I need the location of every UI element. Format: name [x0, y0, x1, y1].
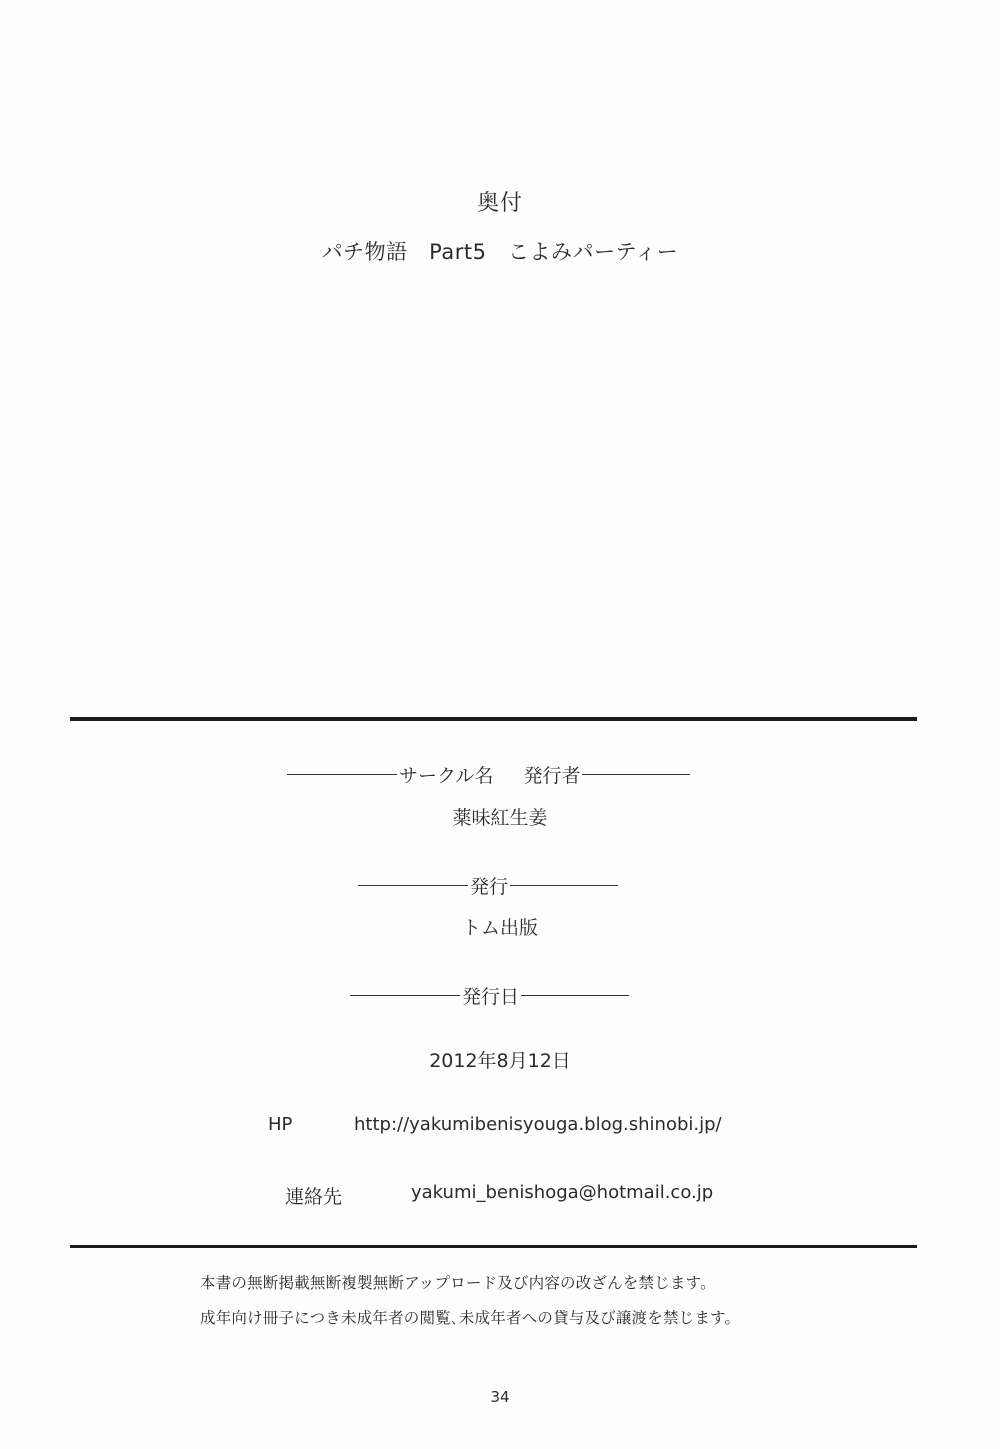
- adult-content-notice: 成年向け冊子につき未成年者の閲覧､未成年者への貸与及び譲渡を禁じます。: [200, 1309, 741, 1327]
- bottom-divider: [70, 1245, 917, 1248]
- page-number: 34: [490, 1388, 510, 1406]
- homepage-url: http://yakumibenisyouga.blog.shinobi.jp/: [354, 1114, 722, 1135]
- copyright-notice: 本書の無断掲載無断複製無断アップロード及び内容の改ざんを禁じます。: [200, 1274, 716, 1292]
- label-dash-right: [582, 774, 690, 775]
- publisher-label-row: [358, 872, 618, 899]
- label-dash-left: [358, 885, 468, 886]
- author-label: 発行者: [523, 765, 581, 787]
- colophon-heading: 奥付: [476, 191, 523, 216]
- publisher-value: トム出版: [461, 917, 538, 939]
- circle-author-label-row: [287, 761, 690, 788]
- publish-date-label-row: [350, 982, 629, 1009]
- label-dash-right: [510, 885, 618, 886]
- homepage-label: HP: [268, 1114, 293, 1135]
- circle-name-value: 薬味紅生姜: [452, 807, 548, 829]
- label-dash-left: [350, 995, 460, 996]
- top-divider: [70, 717, 917, 721]
- contact-label: 連絡先: [285, 1186, 343, 1208]
- circle-name-label: サークル名: [399, 765, 494, 787]
- label-dash-right: [521, 995, 629, 996]
- publisher-label: 発行: [470, 876, 509, 898]
- book-title: パチ物語 Part5 こよみパーティー: [321, 240, 679, 264]
- publish-date-label: 発行日: [462, 986, 520, 1008]
- label-dash-left: [287, 774, 397, 775]
- publish-date-value: 2012年8月12日: [429, 1050, 571, 1072]
- contact-email: yakumi_benishoga@hotmail.co.jp: [411, 1182, 714, 1203]
